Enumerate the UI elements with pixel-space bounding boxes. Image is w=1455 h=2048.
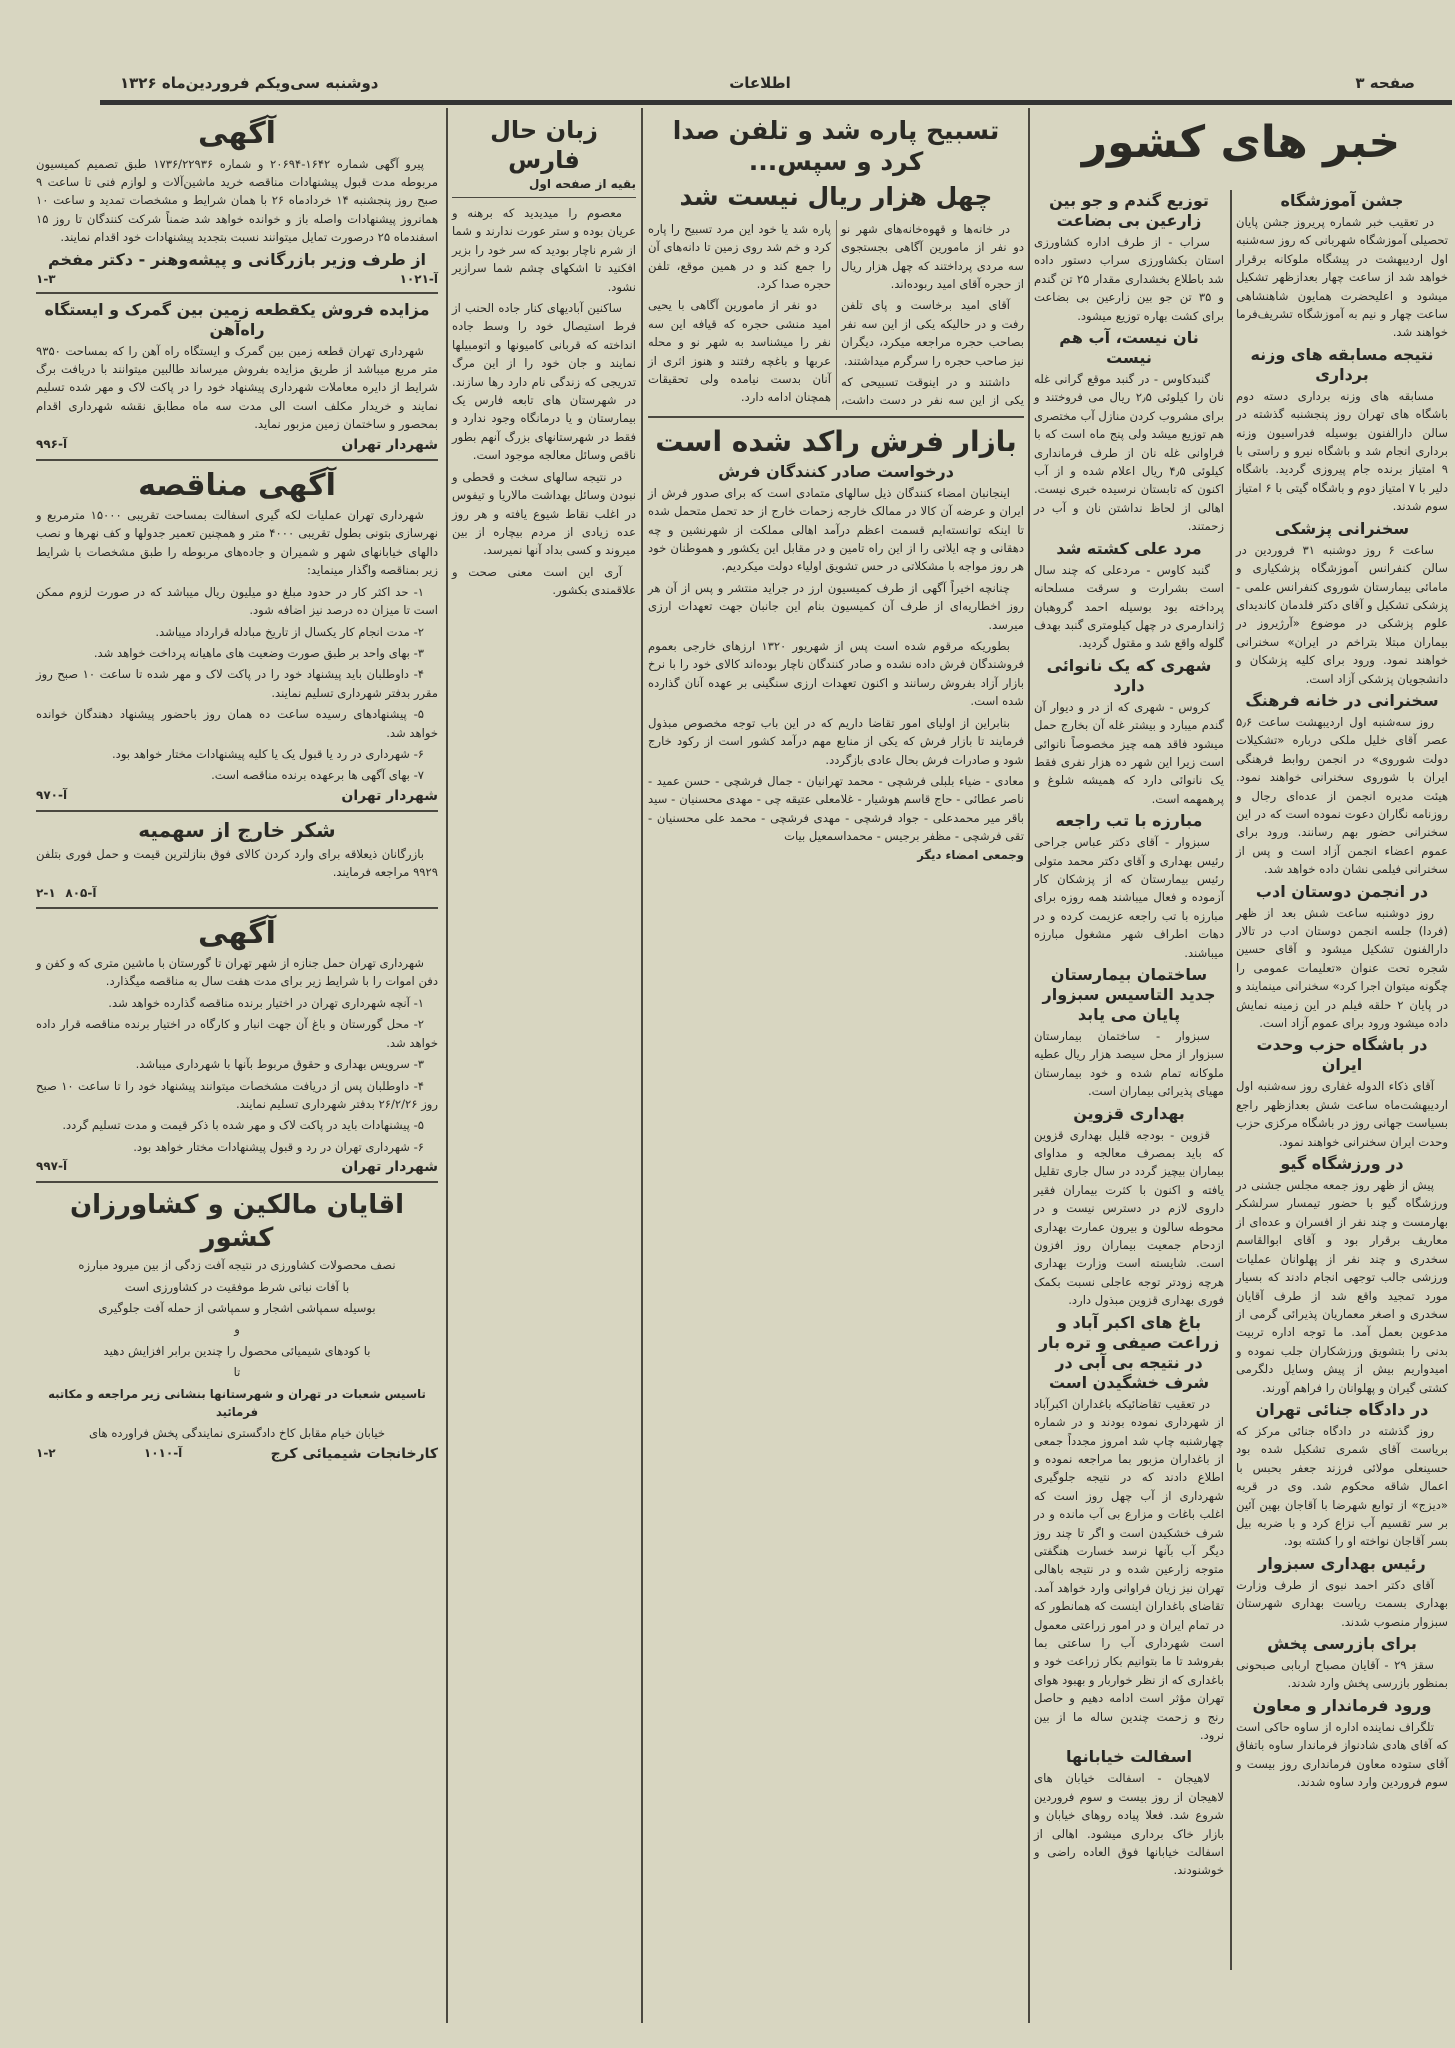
paragraph: معصوم را میدیدید که برهنه و عریان بوده و ستر عورت ندارند و شما از شرم ناچار بودید که سر خود را بزیر افکنید تا اشکهای چشم شما سرازیر نشود. [452,206,636,294]
news-item [1034,1104,1224,1310]
ad-item: ۷- بهای آگهی ها برعهده برنده مناقصه است. [211,768,424,783]
ad-body: شهرداری تهران قطعه زمین بین گمرک و ایستگاه راه آهن را که بمساحت ۹۳۵۰ متر مربع میباشد از طریق مزایده بفروش میرساند طالبین میتوانند با دریافت برگ شرایط از دایره معاملات شهرداری پیشنهاد خود را در پاکت لاک و مهر شده تسلیم نمایند و خریدار مکلف است الی مدت سه ماه مطابق نقشه شهرداری اقدام بمحصور و ساختمان زمین مزبور نماید. [36,343,438,432]
news-headline: شهری که یک نانوائی دارد [1046,655,1212,695]
country-news-column-a [1236,188,1448,1794]
news-body: سقز ۲۹ - آقایان مصباح اربابی صبحونی بمنظور بازرسی پخش وارد شدند. [1236,1658,1448,1691]
paragraph: آری این است معنی صحت و علاقمندی بکشور. [452,564,636,598]
divider [36,907,438,909]
news-body: روز سه‌شنبه اول اردیبهشت ساعت ۵٫۶ عصر آقای خلیل ملکی درباره «تشکیلات دولت شوروی» در انجمن روابط فرهنگی ایران با شوروی سخنرانی خواهند نمود. هیئت مدیره انجمن از عده‌ای رجال و روزنامه نگاران دعوت نموده است که در این سخنرانی حضور بهم رسانند. ورود برای عموم اعضاء انجمن آزاد است و پس از سخنرانی فیلمی نشان داده خواهد شد. [1236,714,1448,877]
news-item [1236,345,1448,516]
ads-column [36,112,438,1464]
ad-line: تاسیس شعبات در تهران و شهرستانها بنشانی زیر مراجعه و مکاتبه فرمائید [48,1386,426,1419]
column-divider [446,108,448,2023]
news-item [1236,691,1448,879]
ad-signature: شهردار تهران [341,436,438,453]
ad-item: ۴- داوطلبان پس از دریافت مشخصات میتوانند پیشنهاد خود را تا ساعت ۱۰ صبح روز ۲۶/۲/۲۶ بدفتر شهرداری تسلیم نمایند. [36,1078,438,1111]
news-item [1236,519,1448,688]
ad-land-auction [36,300,438,453]
news-headline: در انجمن دوستان ادب [1255,881,1429,901]
ad-pesticide [36,1189,438,1462]
fars-column [452,112,636,603]
news-headline: توزیع گندم و جو بین زارعین بی بضاعت [1049,191,1209,230]
headline: تسبیح پاره شد و تلفن صدا کرد و سپس... [672,116,1000,177]
ad-line: بوسیله سمپاشی اشجار و سمپاشی از حمله آفت جلوگیری [98,1300,376,1315]
column-divider [641,108,643,2023]
ad-title: مزایده فروش یکقطعه زمین بین گمرک و ایستگاه راه‌آهن [44,299,430,339]
subheadline: درخواست صادر کنندگان فرش [718,461,954,481]
news-headline: مرد علی کشته شد [1056,538,1202,558]
ad-item: ۱- حد اکثر کار در حدود مبلغ دو میلیون ریال میباشد که در صورت لزوم ممکن است تا میزان ده درصد نیز اضافه شود. [36,584,438,618]
newspaper-name: اطلاعات [729,74,791,92]
ad-signature: از طرف وزیر بازرگانی و پیشه‌وهنر - دکتر مفخم [47,249,427,269]
page-number: صفحه ۳ [1355,74,1415,92]
ad-line: و [234,1322,240,1337]
news-body: در تعقیب تقاضائیکه باغداران اکبرآباد از شهرداری نموده بودند و در شماره چهارشنبه چاپ شد امروز مجدداً جمعی از باغداران مزبور بما مراجعه نموده و اطلاع دادند که در نتیجه جلوگیری شهرداری از آب چهل روز است که اغلب باغات و مزارع بی آب مانده و در شرف خشکیدن است و اگر تا چند روز دیگر آب بآنها نرسد خسارت هنگفتی متوجه زارعین شده و در نتیجه باهالی تهران نیز زیان فراوانی وارد خواهد آمد. تقاضای باغداران اینست که همانطور که در تمام ایران و در امور زراعتی معمول است شهرداری آب را ساعتی بما بفروشد تا ما بتوانیم بکار زراعت خود و باغداری که از نظر خواربار و بهبود هوای تهران مؤثر است ادامه دهیم و حاصل رنج و زحمت چندین ساله ما از بین نرود. [1034,1396,1224,1742]
news-body: روز دوشنبه ساعت شش بعد از ظهر (فردا) جلسه انجمن دوستان ادب در تالار دارالفنون تشکیل میشود و آقای حسین شجره تحت عنوان «تعلیمات عمومی را چگونه میتوان اجرا کرد» سخنرانی مینمایند و در پایان ۲ حلقه فیلم در این زمینه نمایش داده میشود ورود برای عموم آزاد است. [1236,905,1448,1031]
paragraph: بطوریکه مرقوم شده است پس از شهریور ۱۳۲۰ ارزهای خارجی بعموم فروشندگان فرش داده نشده و صادر کنندگان ناچار بوده‌اند کالای خود را با نرخ بازار آزاد بفروش رسانند و اکنون تعهدات ارزی سنگینی بر عهده آنان گذارده شده است. [648,639,1024,709]
news-item [1236,1554,1448,1631]
ad-signature: شهردار تهران [341,787,438,804]
ad-company: کارخانجات شیمیائی کرج [270,1445,438,1462]
ad-item: ۴- داوطلبان باید پیشنهاد خود را در پاکت لاک و مهر شده تا ساعت ۱۰ صبح روز مقرر بدفتر شهرداری تسلیم نمایند. [36,667,438,700]
divider [452,197,636,198]
story-body [648,220,1024,410]
news-item [1034,1313,1224,1745]
news-body: روز گذشته در دادگاه جنائی مرکز که بریاست آقای شمری تشکیل شده بود حسینعلی مولائی فرزند جعفر بحبس با اعمال شاقه محکوم شد. وی در قریه «دیزج» از توابع شهرضا با آقاجان بهین آئین بر سر تقسیم آب نزاع کرد و با ضربه بیل بسر آقاجان نواخته او را کشته بود. [1236,1423,1448,1549]
divider [36,1181,438,1183]
news-body: قزوین - بودجه قلیل بهداری قزوین که باید بمصرف معالجه و مداوای بیماران بیچیز گردد در سال جاری تقلیل یافته و اکنون با کثرت بیماران فقیر داروی لازم در دسترس نیست و در محوطه سالون و بیرون عمارت بهداری ازدحام جمعیت بیماران روز افزون است. شایسته است وزارت بهداری هرچه زودتر توجه عاجلی نسبت بکمک فوری بهداری قزوین مبذول دارد. [1034,1127,1224,1308]
ad-ref: آ-۱۰۲۱ [399,271,438,286]
news-body: در تعقیب خبر شماره پریروز جشن پایان تحصیلی آموزشگاه شهربانی که روز سه‌شنبه اول اردیبهشت در پیشگاه ملوکانه برقرار خواهد شد از ساعت چهار بعدازظهر تشکیل میشود و اعلیحضرت همایون شاهنشاهی ساعت چهار و نیم به آموزشگاه تشریف‌فرما خواهند شد. [1236,215,1448,340]
news-body: کروس - شهری که از در و دیوار آن گندم میبارد و بیشتر غله آن بخارج حمل میشود فاقد همه چیز مخصوصاً نانوائی است زیرا این شهر ده هزار نفری فقط یک نانوائی دارد که همیشه شلوغ و پرهمهمه است. [1034,699,1224,806]
ad-item: ۳- سرویس بهداری و حقوق مربوط بآنها با شهرداری میباشد. [135,1057,424,1072]
news-item [1236,882,1448,1033]
news-item [1034,811,1224,962]
paragraph: بنابراین از اولیای امور تقاضا داریم که در این باب توجه مخصوص مبذول فرمایند تا بازار فرش که یکی از منابع مهم درآمد کشور است از رکود خارج شود و صادرات فرش بحال عادی بازگردد. [648,715,1024,767]
divider [36,459,438,461]
news-body: گنبدکاوس - در گنبد موقع گرانی غله نان را کیلوئی ۲٫۵ ریال می فروختند و برای مشروب کردن منازل آب مختصری هم توزیع میشد ولی پنج ماه است که با فراوانی غله نان از طرف فرمانداری کیلوئی ۴٫۵ ریال اعلام شده و از آب اکنون که تابستان نرسیده خبری نیست. اهالی از لحاظ نداشتن نان و آب در زحمتند. [1034,372,1224,534]
ad-item: ۵- پیشنهادهای رسیده ساعت ده همان روز باحضور پیشنهاد دهندگان خوانده خواهد شد. [36,707,438,740]
news-body: سراب - از طرف اداره کشاورزی استان بکشاورزی سراب دستور داده شد باطلاع بخشداری مقدار ۲۵ تن گندم و ۳۵ تن جو بین زارعین بی بضاعت برای کشت بهاره توزیع میشود. [1034,235,1224,323]
news-headline: ساختمان بیمارستان جدید التاسیس سبزوار پایان می یابد [1042,965,1216,1024]
paragraph: آقای امید برخاست و پای تلفن رفت و در حالیکه یکی از این سه نفر بصاحب حجره مراجعه میکرد، دیگران نیز صاحب حجره را سرگرم میداشتند. [841,298,1024,368]
ad-signature: شهردار تهران [341,1159,438,1176]
paragraph: دو نفر از مامورین آگاهی با یحیی امید منشی حجره که قیافه این سه نفر را میشناسد به شهر نو و محله عربها و باغچه رفتند و هنوز اثری از آنان بدست نیامده ولی تحقیقات همچنان ادامه دارد. [648,298,831,405]
ad-item: ۳- بهای واحد بر طبق صورت وضعیت های ماهیانه پرداخت خواهد شد. [93,645,424,660]
column-divider [1028,108,1030,2023]
ad-line: نصف محصولات کشاورزی در نتیجه آفت زدگی از بین میرود مبارزه [78,1258,396,1273]
news-item [1034,656,1224,808]
news-item [1034,965,1224,1101]
news-body: ساعت ۶ روز دوشنبه ۳۱ فروردین در سالن کنفرانس آموزشگاه پزشکیاری و مامائی بیمارستان شوروی کنفرانس علمی - پزشکی تشکیل و آقای دکتر فلدمان کاندیدای علوم پزشکی در موضوع «آرژیروز در بیماران مبتلا بتراخم در ایران» سخنرانی خواهند نمود. ورود برای کلیه پزشکان و دانشجویان پزشکی آزاد است. [1236,542,1448,686]
country-news-column-b [1034,188,1224,1883]
news-headline: در باشگاه حزب وحدت ایران [1256,1035,1428,1075]
paragraph: در خانه‌ها و قهوه‌خانه‌های شهر نو دو نفر از مامورین آگاهی بجستجوی سه مردی پرداختند که چهل هزار ریال از حجره آقای امید ربوده‌اند. [841,221,1024,291]
ad-tender-notice [36,467,438,804]
signatories-closing: وجمعی امضاء دیگر [917,847,1024,862]
middle-column [648,112,1024,864]
news-item [1236,1035,1448,1151]
ad-run: ۱-۲ [36,1445,56,1460]
ad-title: آگهی مناقصه [138,467,336,503]
news-headline: اسفالت خیابانها [1066,1747,1192,1767]
news-body: سبزوار - ساختمان بیمارستان سبزوار از محل سیصد هزار ریال عطیه ملوکانه تمام شده و خود بیمارستان مهیای پذیرائی بیماران است. [1034,1029,1224,1099]
paragraph: در نتیجه سالهای سخت و قحطی و نبودن وسائل بهداشت مالاریا و تیفوس در اغلب نقاط شیوع یافته و هر روز عده زیادی از مردم بیچاره از بین میروند و کسی بداد آنها نمیرسد. [452,469,636,558]
ad-line: با کودهای شیمیائی محصول را چندین برابر افزایش دهید [103,1343,371,1358]
ad-title: آگهی [198,915,276,951]
news-body: آقای ذکاء الدوله غفاری روز سه‌شنبه اول اردیبهشت‌ماه ساعت شش بعدازظهر راجع بسیاست جهانی روز در باشگاه مرکزی حزب وحدت ایران سخنرانی خواهند نمود. [1236,1079,1448,1149]
news-headline: ورود فرماندار و معاون [1252,1695,1432,1715]
ad-line: خیابان خیام مقابل کاخ دادگستری نمایندگی پخش فراورده های [88,1426,386,1441]
ad-line: تا [233,1365,241,1380]
news-item [1034,1747,1224,1879]
paragraph: داشتند و در اینوقت تسبیحی که یکی از این سه نفر در دست داشت، پاره شد یا خود این مرد تسبیح را پاره کرد و خم شد روی زمین تا دانه‌های آن را جمع کند و در همین موقع، تلفن حجره صدا کرد. [648,221,1024,408]
news-item [1236,1696,1448,1792]
ad-ref: آ-۱۰۱۰ [143,1445,183,1460]
news-headline: در دادگاه جنائی تهران [1255,1399,1429,1419]
ad-body: شهرداری تهران حمل جنازه از شهر تهران تا گورستان با ماشین متری که و کفن و دفن اموات را با شرایط زیر برای مدت هفت سال به مناقصه میگذارد. [36,956,438,989]
news-body: گنبد کاوس - مردعلی که چند سال است بشرارت و سرقت مسلحانه پرداخته بود بوسیله احمد گروهبان ژاندارمری در چهل کیلومتری گنبد بهدف گلوله واقع شد و مقتول گردید. [1034,562,1224,651]
ad-item: ۲- مدت انجام کار یکسال از تاریخ مبادله قرارداد میباشد. [155,624,424,639]
ad-title: اقایان مالکین و کشاورزان کشور [69,1190,405,1253]
ad-body: بازرگانان ذیعلاقه برای وارد کردن کالای فوق بنازلترین قیمت و حمل فوری بتلفن ۹۹۲۹ مراجعه فرمایند. [36,846,438,880]
ad-ref: آ-۹۹۶ [36,436,68,451]
ad-funeral-tender [36,915,438,1176]
article-title: زبان حال فارس [490,116,598,174]
continued-note: بقیه از صفحه اول [528,177,636,191]
news-item [1236,1400,1448,1551]
news-headline: در ورزشگاه گیو [1280,1154,1404,1174]
paragraph: چنانچه اخیراً آگهی از طرف کمیسیون ارز در جراید منتشر و پس از آن هر روز اخطاریه‌ای از طرف آن کمیسیون بنام این جانبان جهت تعهدات ارزی میرسد. [648,580,1024,632]
divider [36,810,438,812]
news-headline: برای بازرسی پخش [1267,1634,1417,1653]
news-headline: نتیجه مسابقه های وزنه برداری [1250,344,1434,384]
ad-body: پیرو آگهی شماره ۱۶۴۲-۲۰۶۹۴ و شماره ۱۷۳۶/۲۲۹۳۶ طبق تصمیم کمیسیون مربوطه مدت قبول پیشنهادات مناقصه خرید ماشین‌آلات و لوازم فنی تا ساعت ۹ صبح روز پنجشنبه ۱۴ خردادماه ۲۶ با همان شرایط و مشخصات تمدید و ساعت ۱۰ همانروز پیشنهادات واصله باز و خوانده خواهد شد ضمناً شرکت کنندگان تا روز ۱۵ اسفندماه ۲۵ درصورت تمایل میتوانند نسبت بتجدید پیشنهادات خود اقدام نمایند. [36,156,438,245]
issue-date: دوشنبه سی‌ویکم فروردین‌ماه ۱۳۲۶ [120,74,379,92]
news-item [1034,328,1224,536]
paragraph: اینجانبان امضاء کنندگان ذیل سالهای متمادی است که برای صدور فرش از ایران و عرضه آن کالا در ممالک خارجه زحمات خارج از حد تحمل متحمل شده تا اینکه توانسته‌ایم قسمت اعظم درآمد اهالی مملکت از شهرنشین و چه دهقانی و چه ایلاتی را از این راه تامین و در مقابل این یکشور و هموطنان خود هر روز مواجه با مشکلاتی در حس تشویق اولیاء دولت میکردیم. [648,485,1024,574]
ad-item: ۶- شهرداری در رد یا قبول یک یا کلیه پیشنهادات مختار خواهد بود. [111,746,424,761]
signatories: معادی - ضیاء بلبلی فرشچی - محمد تهرانیان - جمال فرشچی - حسن عمید - ناصر عطائی - حاج قاسم هوشیار - غلامعلی عتیقه چی - مهدی محسنیان - سید باقر میر محمدعلی - جواد فرشچی - مهدی فرشچی - محمد علی محسنیان - تقی فرشچی - مظفر برجیس - محمداسمعیل بیات [648,773,1024,844]
ad-title: آگهی [198,116,276,151]
news-body: مسابقه های وزنه برداری دسته دوم باشگاه های تهران روز پنجشنبه گذشته در سالن دارالفنون بوسیله فدراسیون وزنه برداری انجام شد و باشگاه نیرو و راستی با ۹ امتیاز برنده جام پیروزی گردید. باشگاه دلیر با ۷ امتیاز دوم و باشگاه گیتی با ۶ امتیاز سوم شدند. [1236,388,1448,514]
news-body: پیش از ظهر روز جمعه مجلس جشنی در ورزشگاه گیو با حضور تیمسار سرلشکر بهارمست و چند نفر از افسران و عده‌ای از معاریف برقرار بود و آقای ابوالقاسم سخدری و چند نفر از پهلوانان عملیات ورزشی جالب توجهی انجام دادند که بسیار مورد تمجید واقع شد از طرف آقایان سخدری و اصغر معماریان پذیرائی گرمی از مدعوین بعمل آمد. ما توجه اداره تربیت بدنی را بتشویق ورزشکاران جلب نموده و امیدواریم بیش از پیش وسایل دلگرمی کشتی گیران و پهلوانان را فراهم آورند. [1236,1178,1448,1395]
news-item [1034,539,1224,653]
ad-ref: آ-۹۹۷ [36,1159,68,1174]
news-headline: جشن آموزشگاه [1280,191,1404,210]
ad-item: ۲- محل گورستان و باغ آن جهت انبار و کارگاه در اختیار برنده مناقصه قرار داده خواهد شد. [36,1017,438,1050]
ad-item: ۱- آنچه شهرداری تهران در اختیار برنده مناقصه گذارده خواهد شد. [108,995,424,1010]
news-body: آقای دکتر احمد نبوی از طرف وزارت بهداری بسمت ریاست بهداری شهرستان سبزوار منصوب شدند. [1236,1577,1448,1629]
news-body: تلگراف نماینده اداره از ساوه حاکی است که آقای هادی شادنواز فرماندار ساوه باتفاق آقای ستوده معاون فرمانداری روز بیست و سوم فروردین وارد ساوه شدند. [1236,1719,1448,1790]
news-item [1236,1154,1448,1397]
news-headline: نان نیست، آب هم نیست [1059,328,1199,368]
ad-ref: آ-۸۰۵ [65,885,97,900]
ad-item: ۵- پیشنهادات باید در پاکت لاک و مهر شده با ذکر قیمت و مدت تسلیم گردد. [62,1118,424,1133]
divider [648,416,1024,418]
news-headline: بهداری قزوین [1073,1103,1185,1123]
news-item [1034,191,1224,325]
ad-body: شهرداری تهران عملیات لکه گیری اسفالت بمساحت تقریبی ۱۵۰۰۰ مترمربع و نهرسازی بتونی بطول تقریبی ۴۰۰۰ متر و همچنین تعمیر جدولها و کف نهرها و نصب دالهای خیابانهای شهر و شمیران و جاده‌های مربوطه را طبق مشخصات با شرایط زیر بمناقصه واگذار مینماید: [36,508,439,578]
masthead-rule [100,100,1452,105]
section-title: خبر های کشور [1081,117,1401,168]
news-body: سبزوار - آقای دکتر عباس جراحی رئیس بهداری و آقای دکتر محمد متولی رئیس بیمارستان که از پزشکان کار آزموده و فعال میباشند همه روزه برای مبارزه با تب راجعه عزیمت کرده و در دهات اطراف شهر مشغول مبارزه میباشند. [1034,835,1224,960]
ad-title: شکر خارج از سهمیه [138,817,336,842]
news-headline: رئیس بهداری سبزوار [1258,1553,1426,1573]
ad-item: ۶- شهرداری تهران در رد و قبول پیشنهادات مختار خواهد بود. [133,1139,424,1154]
news-headline: سخنرانی در خانه فرهنگ [1245,690,1439,710]
news-item [1236,1634,1448,1693]
country-news-header [1034,112,1448,172]
news-headline: مبارزه با تب راجعه [1055,811,1203,831]
news-headline: باغ های اکبر آباد و زراعت صیفی و تره بار در نتیجه بی آبی در شرف خشگیدن است [1038,1312,1220,1392]
news-body: لاهیجان - اسفالت خیابان های لاهیجان از روز بیست و سوم فروردین شروع شد. فعلا پیاده روهای خیابان و بازار خاک برداری میشود. اهالی از اسفالت خیابانها فوق العاده راضی و خوشنودند. [1034,1771,1224,1878]
ad-ref: آ-۹۷۰ [36,787,68,802]
headline: بازار فرش راکد شده است [655,424,1017,458]
column-divider [1230,190,1232,1970]
ad-run: ۱-۲ [36,885,56,900]
ad-run: ۱-۳ [36,271,56,286]
headline-deck: چهل هزار ریال نیست شد [679,181,993,211]
ad-tender-extension [36,115,438,286]
paragraph: ساکنین آبادیهای کنار جاده الحنب از فرط استیصال خود را وسط جاده انداخته که قربانی کامیونها و اتومبیلها نمایند و جان خود را از این مرگ تدریجی که زندگی نام دارد رها سازند. در شهرستان های تابعه فارس یک بیمارستان و یا درمانگاه وجود ندارد و فقط در شهرستانهای بزرگ آنهم بطور ناقص وسائل معالجه موجود است. [452,301,636,463]
news-headline: سخنرانی پزشکی [1274,518,1410,538]
news-item [1236,191,1448,342]
divider [36,292,438,294]
ad-line: با آفات نباتی شرط موفقیت در کشاورزی است [124,1279,350,1294]
ad-sugar [36,818,438,901]
